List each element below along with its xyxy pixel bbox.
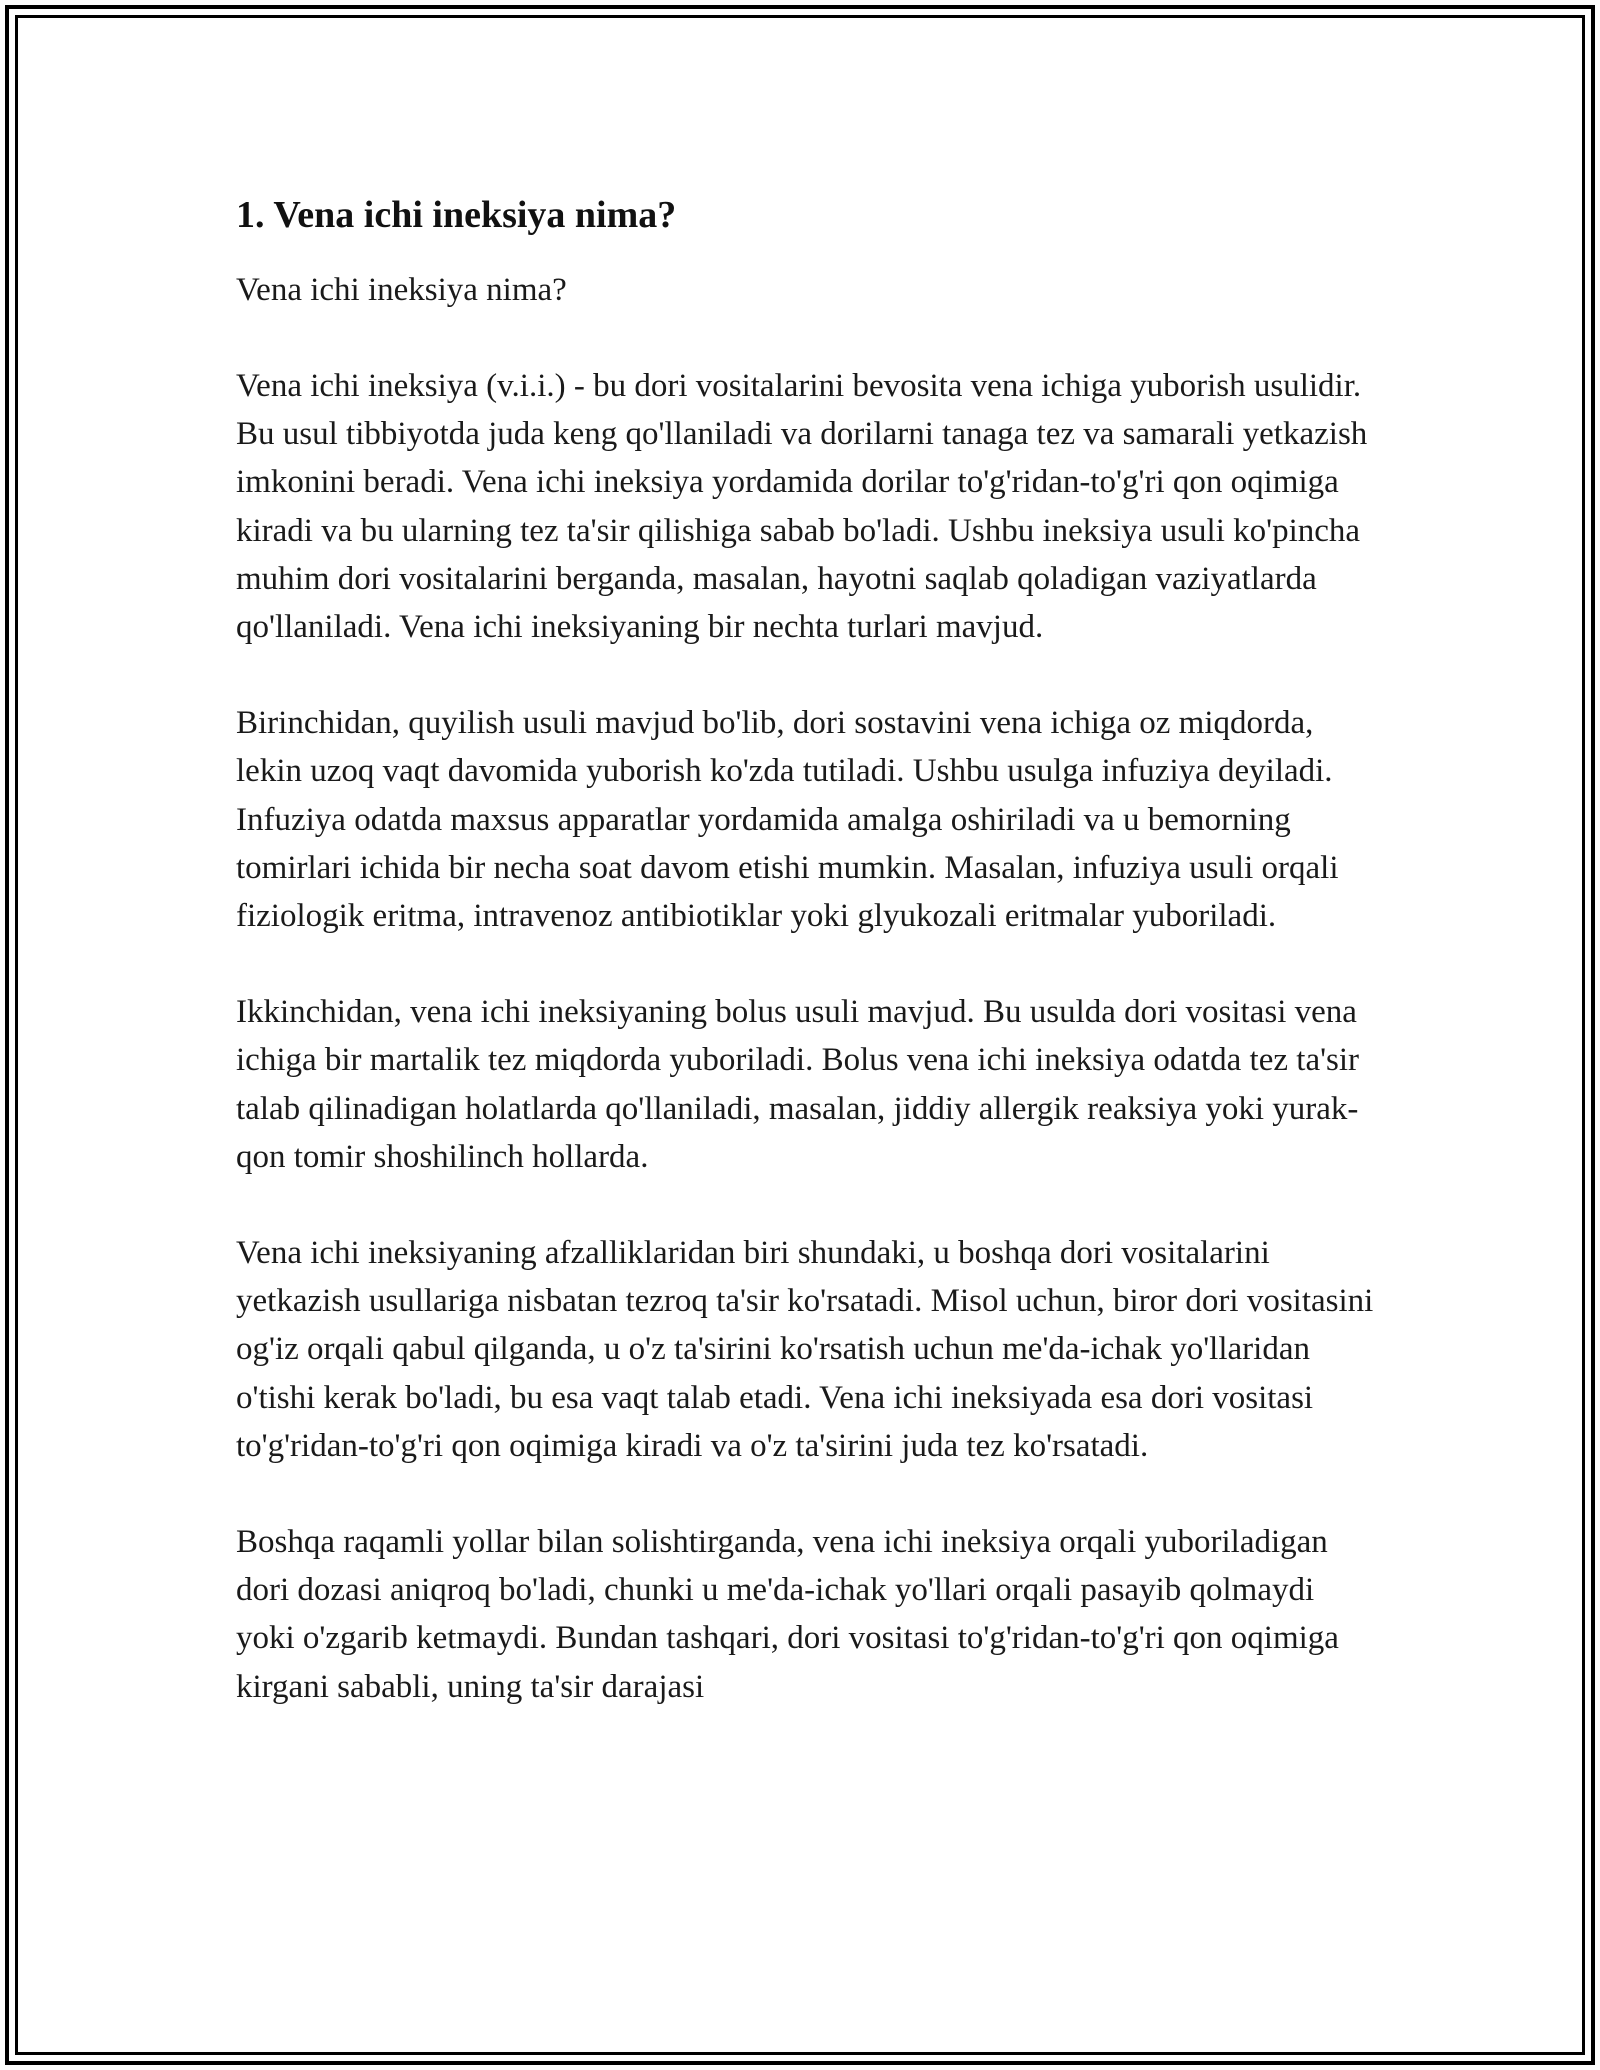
section-subheading: Vena ichi ineksiya nima? bbox=[236, 272, 567, 308]
paragraph-dosage: Boshqa raqamli yollar bilan solishtirganda, vena ichi ineksiya orqali yuboriladigan dori dozasi aniqroq bo'ladi, chunki u me'da-ichak yo'llari orqali pasayib qolmaydi yoki o'zgarib ketmaydi. Bundan tashqari, dori vositasi to'g'ridan-to'g'ri qon oqimiga kirgani sababli, uning ta'sir darajasi bbox=[236, 1524, 1339, 1705]
section-heading: 1. Vena ichi ineksiya nima? bbox=[236, 194, 677, 236]
paragraph-bolus: Ikkinchidan, vena ichi ineksiyaning bolus usuli mavjud. Bu usulda dori vositasi vena ichiga bir martalik tez miqdorda yuboriladi. Bolus vena ichi ineksiya odatda tez ta'sir talab qilinadigan holatlarda qo'llaniladi, masalan, jiddiy allergik reaksiya yoki yurak-qon tomir shoshilinch hollarda. bbox=[236, 994, 1360, 1175]
paragraph-advantages: Vena ichi ineksiyaning afzalliklaridan biri shundaki, u boshqa dori vositalarini yetkazish usullariga nisbatan tezroq ta'sir ko'rsatadi. Misol uchun, biror dori vositasini og'iz orqali qabul qilganda, u o'z ta'sirini ko'rsatish uchun me'da-ichak yo'llaridan o'tishi kerak bo'ladi, bu esa vaqt talab etadi. Vena ichi ineksiyada esa dori vositasi to'g'ridan-to'g'ri qon oqimiga kiradi va o'z ta'sirini juda tez ko'rsatadi. bbox=[236, 1235, 1374, 1464]
paragraph-intro: Vena ichi ineksiya (v.i.i.) - bu dori vositalarini bevosita vena ichiga yuborish usulidir. Bu usul tibbiyotda juda keng qo'llaniladi va dorilarni tanaga tez va samarali yetkazish imkonini beradi. Vena ichi ineksiya yordamida dorilar to'g'ridan-to'g'ri qon oqimiga kiradi va bu ularning tez ta'sir qilishiga sabab bo'ladi. Ushbu ineksiya usuli ko'pincha muhim dori vositalarini berganda, masalan, hayotni saqlab qoladigan vaziyatlarda qo'llaniladi. Vena ichi ineksiyaning bir nechta turlari mavjud. bbox=[236, 368, 1368, 646]
paragraph-infusion: Birinchidan, quyilish usuli mavjud bo'lib, dori sostavini vena ichiga oz miqdorda, lekin uzoq vaqt davomida yuborish ko'zda tutiladi. Ushbu usulga infuziya deyiladi. Infuziya odatda maxsus apparatlar yordamida amalga oshiriladi va u bemorning tomirlari ichida bir necha soat davom etishi mumkin. Masalan, infuziya usuli orqali fiziologik eritma, intravenoz antibiotiklar yoki glyukozali eritmalar yuboriladi. bbox=[236, 705, 1339, 935]
document-body bbox=[236, 184, 1376, 1711]
